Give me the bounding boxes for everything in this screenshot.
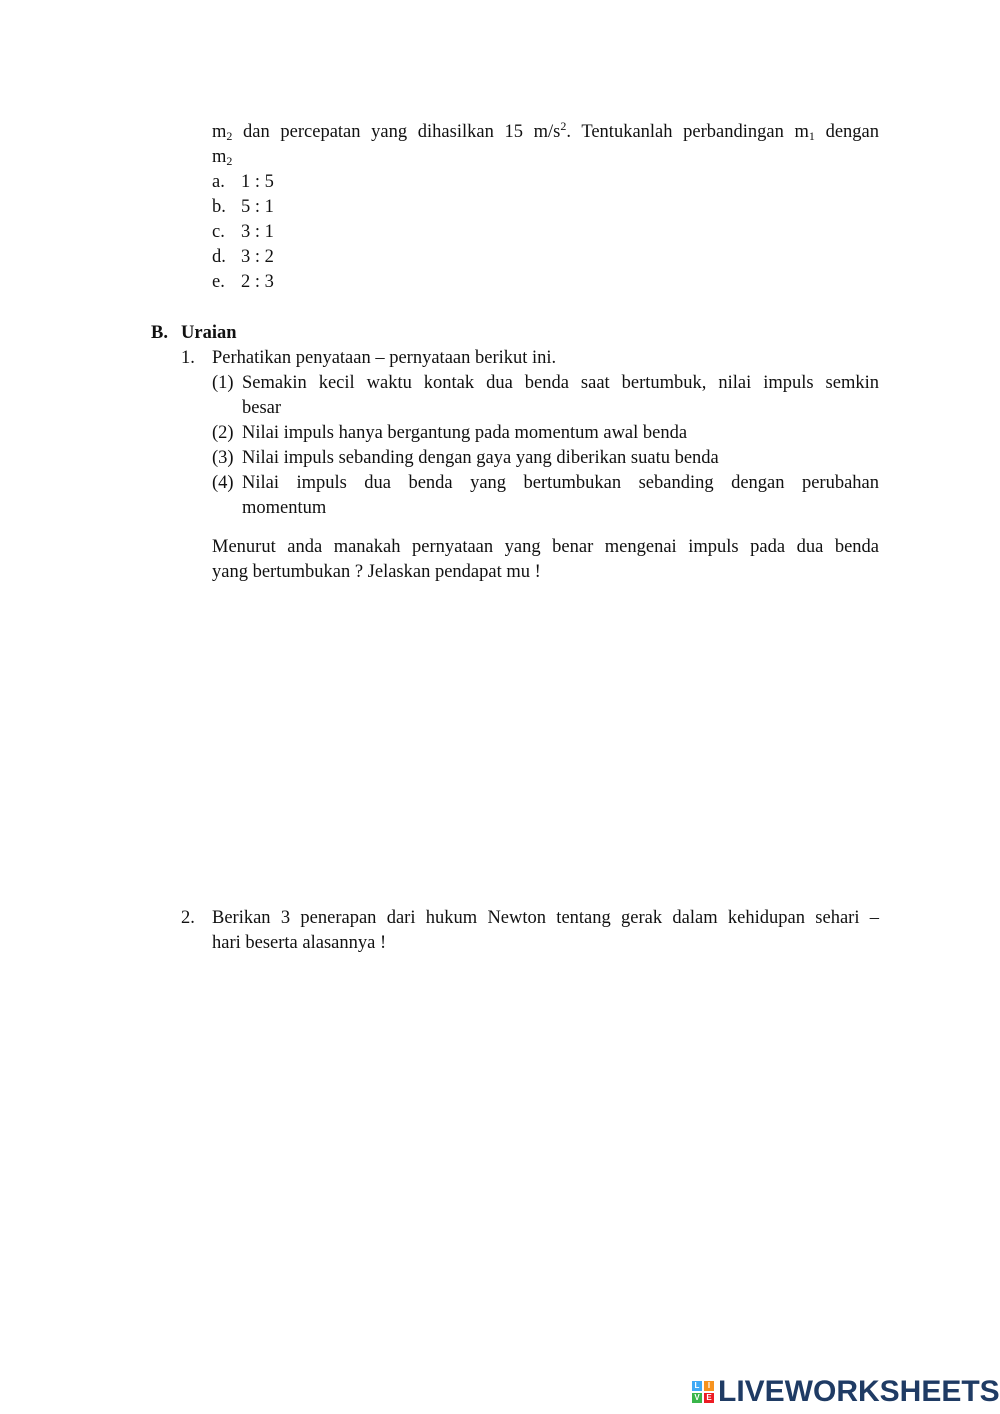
- logo-text: LIVEWORKSHEETS: [718, 1375, 1000, 1408]
- logo-cell-v: V: [692, 1393, 702, 1403]
- statement-4-line2: momentum: [242, 498, 327, 518]
- option-d-letter: d.: [212, 247, 226, 267]
- statement-4-line1: Nilai impuls dua benda yang bertumbukan sebanding dengan perubahan: [242, 473, 879, 493]
- q1-prompt-line1: Menurut anda manakah pernyataan yang benar mengenai impuls pada dua benda: [212, 537, 879, 557]
- section-b-label: B.: [151, 323, 168, 343]
- question-prev-line2: $m_2$: [212, 147, 233, 168]
- statement-3-num: (3): [212, 448, 234, 468]
- statement-1-line2: besar: [242, 398, 282, 418]
- option-c-text: 3 : 1: [241, 222, 274, 242]
- q2-line1: Berikan 3 penerapan dari hukum Newton tentang gerak dalam kehidupan sehari –: [212, 908, 879, 928]
- option-d-text: 3 : 2: [241, 247, 274, 267]
- statement-1-line1: Semakin kecil waktu kontak dua benda saat bertumbuk, nilai impuls semkin: [242, 373, 879, 393]
- option-a-text: 1 : 5: [241, 172, 274, 192]
- option-a-letter: a.: [212, 172, 225, 192]
- logo-cell-e: E: [704, 1393, 714, 1403]
- option-b-letter: b.: [212, 197, 226, 217]
- option-e-text: 2 : 3: [241, 272, 274, 292]
- logo-grid-icon: [692, 1381, 714, 1403]
- logo-cell-l: L: [692, 1381, 702, 1391]
- statement-4-num: (4): [212, 473, 234, 493]
- q1-prompt-line2: yang bertumbukan ? Jelaskan pendapat mu !: [212, 562, 541, 582]
- statement-2-num: (2): [212, 423, 234, 443]
- statement-2-line1: Nilai impuls hanya bergantung pada momentum awal benda: [242, 423, 688, 443]
- option-e-letter: e.: [212, 272, 225, 292]
- statement-1-num: (1): [212, 373, 234, 393]
- option-b-text: 5 : 1: [241, 197, 274, 217]
- q2-number: 2.: [181, 908, 195, 928]
- question-prev-line1: $m_2$ dan percepatan yang dihasilkan 15 $m/s^2$. Tentukanlah perbandingan $m_1$ dengan: [212, 119, 879, 143]
- liveworksheets-logo: [692, 1374, 1000, 1410]
- option-c-letter: c.: [212, 222, 225, 242]
- statement-3-line1: Nilai impuls sebanding dengan gaya yang diberikan suatu benda: [242, 448, 719, 468]
- q2-line2: hari beserta alasannya !: [212, 933, 387, 953]
- q1-number: 1.: [181, 348, 195, 368]
- logo-cell-i: I: [704, 1381, 714, 1391]
- section-b-title: Uraian: [181, 323, 237, 343]
- q1-intro: Perhatikan penyataan – pernyataan berikut ini.: [212, 348, 557, 368]
